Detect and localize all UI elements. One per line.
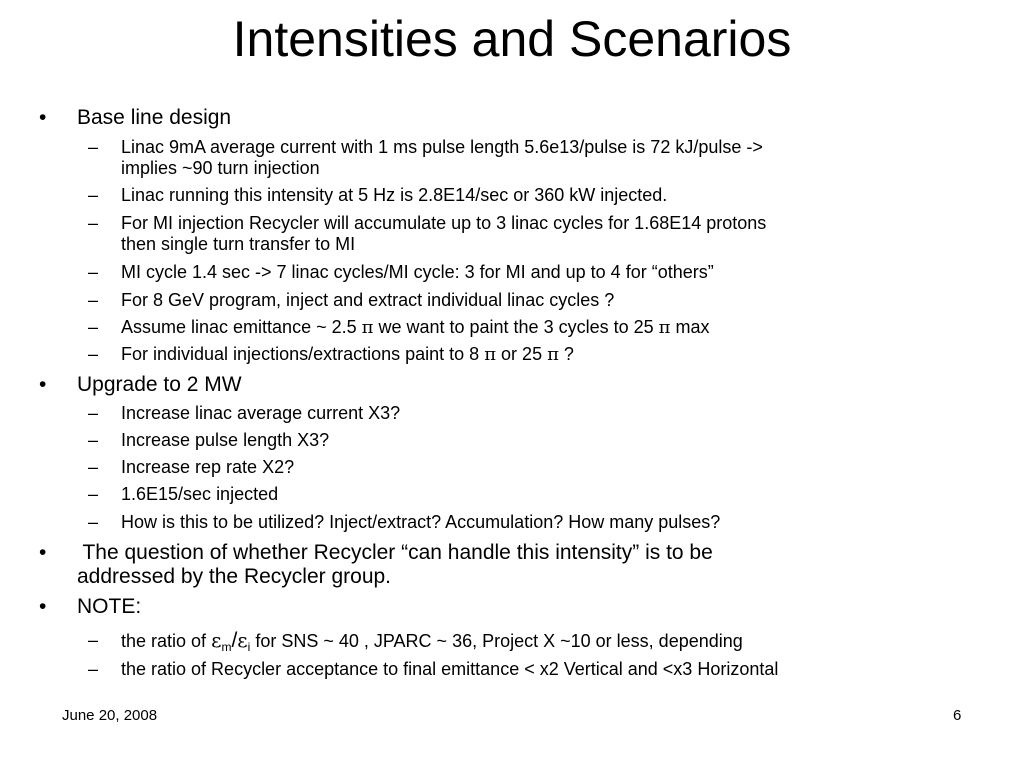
- subitem-line: Increase linac average current X3?: [121, 403, 401, 423]
- subitem-line-continued: implies ~90 turn injection: [121, 158, 320, 178]
- dash-marker: –: [88, 512, 99, 532]
- footer-date: June 20, 2008: [62, 707, 158, 724]
- bullet-marker: •: [39, 106, 47, 129]
- dash-marker: –: [88, 484, 99, 504]
- bullet-text: Upgrade to 2 MW: [77, 373, 242, 396]
- subitem-line: For 8 GeV program, inject and extract individual linac cycles ?: [121, 290, 615, 310]
- subitem-line: the ratio of $\varepsilon_m/\varepsilon_i$ for SNS ~ 40 , JPARC ~ 36, Project X ~10 or less, depending: [121, 628, 743, 654]
- pi-symbol: π: [361, 317, 374, 338]
- pi-symbol: π: [547, 344, 559, 365]
- dash-marker: –: [88, 403, 99, 423]
- subitem-line: 1.6E15/sec injected: [121, 484, 279, 504]
- slide-title: Intensities and Scenarios: [232, 11, 792, 67]
- subitem-line: the ratio of Recycler acceptance to final emittance < x2 Vertical and <x3 Horizontal: [121, 659, 779, 679]
- dash-marker: –: [88, 290, 99, 310]
- dash-marker: –: [88, 137, 99, 157]
- dash-marker: –: [88, 213, 99, 233]
- dash-marker: –: [88, 659, 99, 679]
- footer-page-number: 6: [953, 707, 962, 724]
- dash-marker: –: [88, 185, 99, 205]
- bullet-text: Base line design: [77, 106, 232, 129]
- dash-marker: –: [88, 630, 99, 650]
- bullet-marker: •: [39, 373, 47, 396]
- pi-symbol: π: [658, 317, 671, 338]
- subitem-line: For MI injection Recycler will accumulate up to 3 linac cycles for 1.68E14 protons: [121, 213, 767, 233]
- subitem-line: MI cycle 1.4 sec -> 7 linac cycles/MI cycle: 3 for MI and up to 4 for “others”: [121, 262, 714, 282]
- subitem-line-continued: then single turn transfer to MI: [121, 234, 356, 254]
- epsilon-symbol: ε: [237, 628, 248, 652]
- bullet-marker: •: [39, 541, 47, 564]
- subitem-line: Linac running this intensity at 5 Hz is 2.8E14/sec or 360 kW injected.: [121, 185, 668, 205]
- bullet-text-continued: addressed by the Recycler group.: [77, 565, 392, 588]
- bullet-text: The question of whether Recycler “can handle this intensity” is to be: [77, 541, 713, 564]
- pi-symbol: π: [484, 344, 497, 365]
- subitem-line: For individual injections/extractions paint to 8 π or 25 π ?: [121, 344, 574, 365]
- dash-marker: –: [88, 457, 99, 477]
- subitem-line: Assume linac emittance ~ 2.5 π we want to paint the 3 cycles to 25 π max: [121, 317, 710, 338]
- dash-marker: –: [88, 344, 99, 364]
- dash-marker: –: [88, 262, 99, 282]
- subitem-line: Increase pulse length X3?: [121, 430, 330, 450]
- subitem-line: Increase rep rate X2?: [121, 457, 295, 477]
- bullet-text: NOTE:: [77, 595, 142, 618]
- subitem-line: Linac 9mA average current with 1 ms pulse length 5.6e13/pulse is 72 kJ/pulse ->: [121, 137, 763, 157]
- subitem-line: How is this to be utilized? Inject/extract? Accumulation? How many pulses?: [121, 512, 721, 532]
- epsilon-symbol: ε: [211, 628, 222, 652]
- dash-marker: –: [88, 430, 99, 450]
- dash-marker: –: [88, 317, 99, 337]
- bullet-marker: •: [39, 595, 47, 618]
